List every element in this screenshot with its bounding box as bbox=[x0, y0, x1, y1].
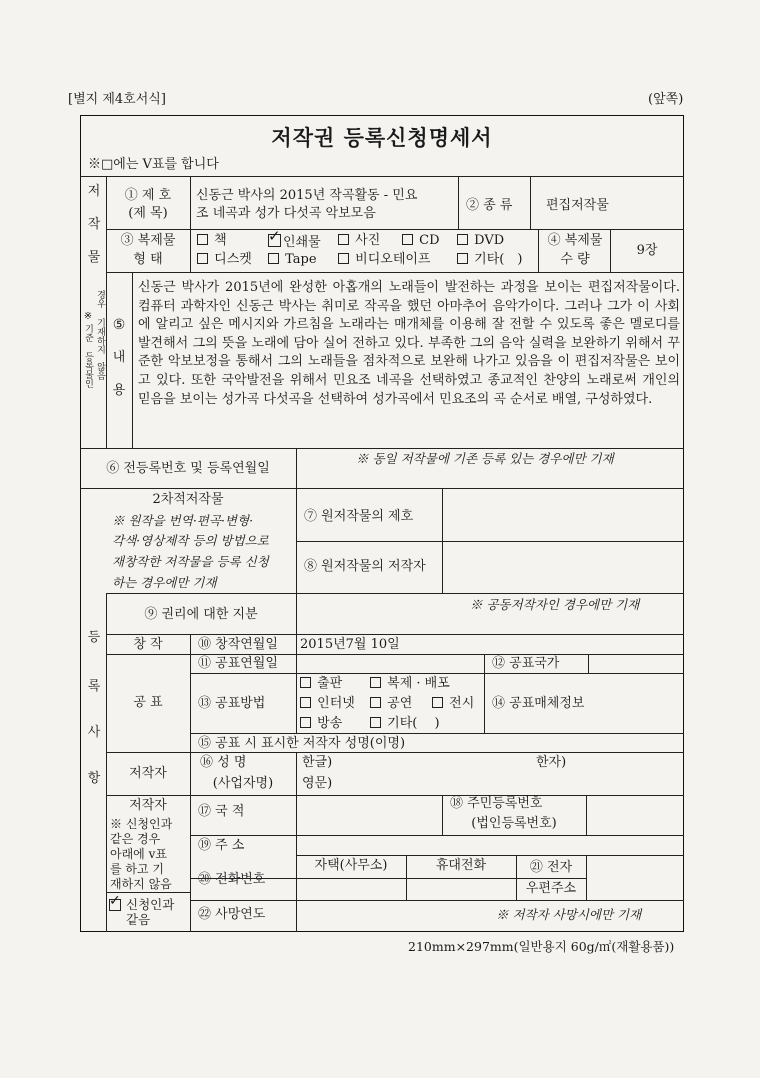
copy-quantity-value[interactable]: 9장 bbox=[636, 243, 658, 258]
author-name-chinese[interactable]: 한자) bbox=[536, 755, 567, 770]
creation-date-label: ⑩ 창작연월일 bbox=[198, 637, 278, 652]
checkbox-dvd[interactable] bbox=[457, 234, 468, 245]
creation-label: 창 작 bbox=[133, 637, 163, 652]
form-title: 저작권 등록신청명세서 bbox=[271, 125, 493, 150]
paper-spec-footer: 210mm×297mm(일반용지 60g/㎡(재활용품)) bbox=[408, 939, 675, 954]
author-name-english[interactable]: 영문) bbox=[302, 776, 333, 791]
checkbox-videotape[interactable] bbox=[338, 253, 349, 264]
checkbox-method-other[interactable] bbox=[370, 717, 381, 728]
instruction-text: ※□에는 V표를 합니다 bbox=[88, 157, 219, 172]
option-photo[interactable]: 사진 bbox=[338, 234, 380, 248]
checkbox-print[interactable] bbox=[300, 677, 311, 688]
creation-date-value[interactable]: 2015년7월 10일 bbox=[300, 637, 400, 652]
original-title-value[interactable] bbox=[444, 490, 682, 540]
checkbox-photo[interactable] bbox=[338, 234, 349, 245]
original-author-value[interactable] bbox=[444, 543, 682, 592]
phone-office-label: 자택(사무소) bbox=[314, 858, 388, 873]
phone-office-value[interactable] bbox=[298, 880, 404, 898]
checkbox-book[interactable] bbox=[197, 234, 208, 245]
address-value[interactable] bbox=[298, 837, 682, 854]
checkbox-broadcast[interactable] bbox=[300, 717, 311, 728]
checkbox-exhibition[interactable] bbox=[432, 697, 443, 708]
method-internet[interactable]: 인터넷 bbox=[300, 697, 355, 711]
publication-date-label: ⑪ 공표연월일 bbox=[198, 656, 278, 671]
death-year-note: ※ 저작자 사망시에만 기재 bbox=[496, 907, 642, 922]
publication-media-label: ⑭ 공표매체정보 bbox=[492, 696, 585, 711]
option-other[interactable]: 기타( ) bbox=[457, 253, 522, 267]
author-label: 저작자 bbox=[129, 766, 167, 781]
checkbox-other[interactable] bbox=[457, 253, 468, 264]
rights-share-label: ⑨ 권리에 대한 지분 bbox=[144, 607, 258, 622]
phone-label: ⑳ 전화번호 bbox=[198, 872, 266, 887]
nationality-label: ⑰ 국 적 bbox=[198, 804, 245, 819]
checkbox-diskette[interactable] bbox=[197, 253, 208, 264]
email-value[interactable] bbox=[588, 857, 682, 899]
original-title-label: ⑦ 원저작물의 제호 bbox=[304, 509, 414, 524]
checkmark-icon[interactable]: ✓ bbox=[268, 227, 281, 245]
option-videotape[interactable]: 비디오테이프 bbox=[338, 253, 431, 267]
phone-mobile-value[interactable] bbox=[408, 880, 514, 898]
nationality-value[interactable] bbox=[298, 797, 440, 833]
prior-registration-note: ※ 동일 저작물에 기존 등록 있는 경우에만 기재 bbox=[356, 451, 614, 466]
method-other[interactable]: 기타( ) bbox=[370, 717, 440, 731]
page-side: (앞쪽) bbox=[648, 92, 684, 107]
method-print[interactable]: 출판 bbox=[300, 677, 342, 691]
option-dvd[interactable]: DVD bbox=[457, 234, 504, 248]
checkbox-internet[interactable] bbox=[300, 697, 311, 708]
checkbox-performance[interactable] bbox=[370, 697, 381, 708]
original-author-label: ⑧ 원저작물의 저작자 bbox=[304, 559, 426, 574]
publication-method-label: ⑬ 공표방법 bbox=[198, 696, 266, 711]
option-print[interactable]: ✓ 인쇄물 bbox=[268, 227, 321, 250]
author-name-korean[interactable]: 한글) bbox=[302, 755, 333, 770]
content-description[interactable]: 신동근 박사가 2015년에 완성한 아홉개의 노래들이 발전하는 과정을 보이는 편집저작물이다. 컴퓨터 과학자인 신동근 박사는 취미로 작곡을 했던 아마추어 음악가이다. 그러나 그가 이 사회에 알리고 싶은 메시지와 가르침을 노래라는 매개체를 이용해 잘 전할 수 있도록 좋은 멜로디를 발견해서 그의 뜻을 노래에 담아 실어 전하고 있다. 부족한 그의 음악 실력을 보완하기 위해서 꾸준한 악보보정을 통해서 그의 노래들을 점차적으로 보완해 나가고 있음을 이 편집저작물은 보이고 있다. 또한 국악발전을 위해서 민요조 네곡을 선택하였고 종교적인 찬양의 노래로써 개인의 믿음을 보이는 성가곡 다섯곡을 선택하여 성가곡에서 민요조의 곡 순서로 배열, 구성하였다. bbox=[138, 280, 680, 407]
prior-registration-label: ⑥ 전등록번호 및 등록연월일 bbox=[106, 461, 270, 476]
checkbox-tape[interactable] bbox=[268, 253, 279, 264]
option-diskette[interactable]: 디스켓 bbox=[197, 253, 252, 267]
method-distribution[interactable]: 복제 · 배포 bbox=[370, 677, 450, 691]
type-field-value[interactable]: 편집저작물 bbox=[546, 198, 609, 213]
publication-label: 공 표 bbox=[133, 695, 163, 710]
published-author-name-label: ⑮ 공표 시 표시한 저작자 성명(이명) bbox=[198, 736, 406, 751]
death-year-label: ㉒ 사망연도 bbox=[198, 907, 266, 922]
checkbox-distribution[interactable] bbox=[370, 677, 381, 688]
method-broadcast[interactable]: 방송 bbox=[300, 717, 342, 731]
option-tape[interactable]: Tape bbox=[268, 253, 317, 267]
checkmark-icon[interactable]: ✓ bbox=[109, 893, 121, 909]
phone-mobile-label: 휴대전화 bbox=[435, 858, 487, 873]
rights-share-note: ※ 공동저작자인 경우에만 기재 bbox=[470, 597, 640, 612]
option-cd[interactable]: CD bbox=[402, 234, 440, 248]
method-exhibition[interactable]: 전시 bbox=[432, 697, 474, 711]
method-performance[interactable]: 공연 bbox=[370, 697, 412, 711]
form-number: [별지 제4호서식] bbox=[68, 92, 166, 107]
address-label: ⑲ 주 소 bbox=[198, 838, 245, 853]
same-as-applicant-option[interactable]: ✓ 신청인과 같음 bbox=[109, 893, 175, 927]
checkbox-cd[interactable] bbox=[402, 234, 413, 245]
option-book[interactable]: 책 bbox=[197, 234, 227, 248]
type-field-label: ② 종 류 bbox=[466, 198, 513, 213]
publication-country-label: ⑫ 공표국가 bbox=[492, 656, 560, 671]
